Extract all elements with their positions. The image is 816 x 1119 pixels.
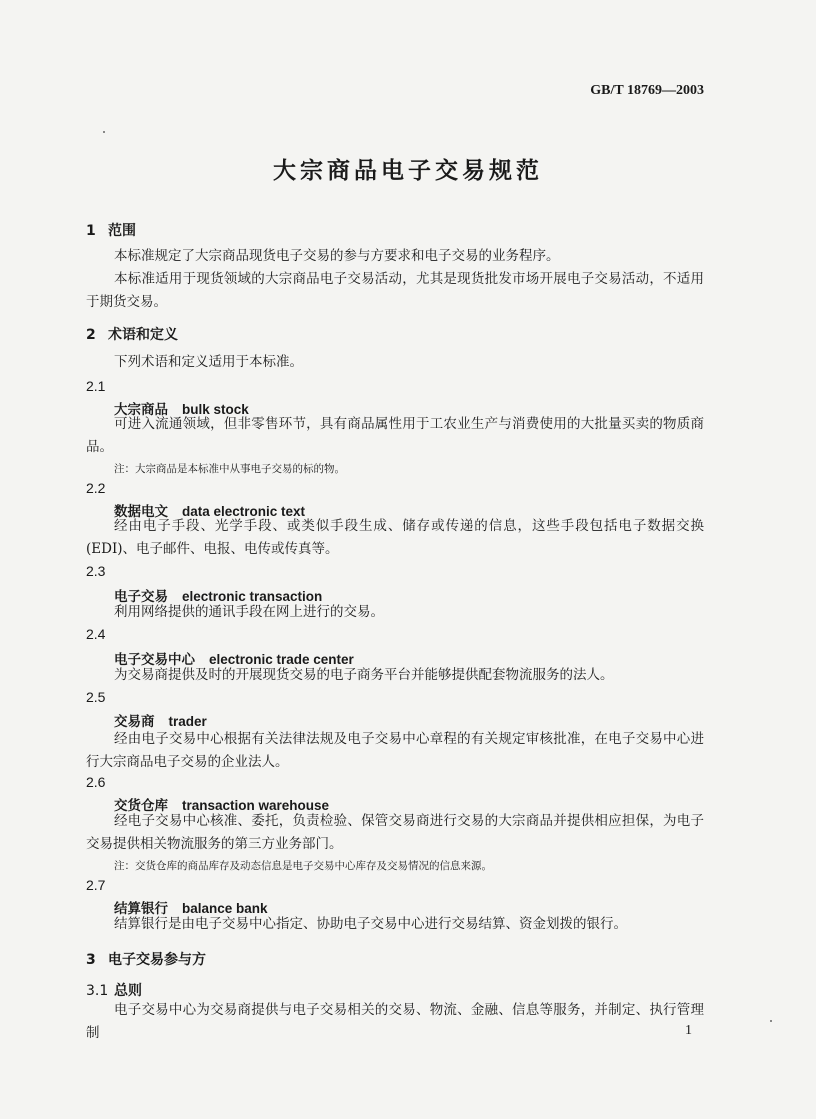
term-definition: 利用网络提供的通讯手段在网上进行的交易。 [114,604,384,620]
paragraph: 下列术语和定义适用于本标准。 [114,354,303,370]
term-en: balance bank [182,901,268,916]
term-en: trader [168,714,207,729]
page-title: 大宗商品电子交易规范 [273,158,543,184]
section-title: 电子交易参与方 [108,952,206,968]
term-number: 2.3 [86,563,106,579]
term-definition: 经电子交易中心核准、委托，负责检验、保管交易商进行交易的大宗商品并提供相应担保，为电子交易提供相关物流服务的第三方业务部门。 [86,813,704,852]
term-definition: 可进入流通领域，但非零售环节，具有商品属性用于工农业生产与消费使用的大批量买卖的物质商品。 [86,416,704,455]
term-definition: 经由电子交易中心根据有关法律法规及电子交易中心章程的有关规定审核批准，在电子交易中心进行大宗商品电子交易的企业法人。 [86,731,704,770]
paragraph: 电子交易中心为交易商提供与电子交易相关的交易、物流、金融、信息等服务，并制定、执行管理制 [86,1002,704,1041]
term-cn: 电子交易中心 [114,652,195,668]
section-number: 1 [86,223,96,239]
term-cn: 大宗商品 [114,402,168,418]
term-number: 2.6 [86,774,106,790]
paragraph: 本标准规定了大宗商品现货电子交易的参与方要求和电子交易的业务程序。 [114,248,560,264]
scan-speck [770,1020,772,1022]
term-number: 2.2 [86,480,106,496]
term-en: electronic trade center [209,652,354,667]
term-en: transaction warehouse [182,798,330,813]
term-cn: 结算银行 [114,901,168,917]
term-cn: 电子交易 [114,589,168,605]
term-heading [114,710,207,730]
scan-speck [103,131,105,133]
term-number: 2.5 [86,689,106,705]
term-cn: 交货仓库 [114,798,168,814]
term-number: 2.7 [86,877,106,893]
term-cn: 交易商 [114,714,155,730]
term-cn: 数据电文 [114,504,168,520]
note: 注：交货仓库的商品库存及动态信息是电子交易中心库存及交易情况的信息来源。 [114,860,492,872]
term-definition: 经由电子手段、光学手段、或类似手段生成、储存或传递的信息，这些手段包括电子数据交换(EDI)、电子邮件、电报、电传或传真等。 [86,518,704,557]
section-title: 范围 [108,223,136,239]
section-number: 2 [86,327,96,343]
section-title: 术语和定义 [108,327,178,343]
term-definition: 为交易商提供及时的开展现货交易的电子商务平台并能够提供配套物流服务的法人。 [114,667,614,683]
section-2-heading [86,324,178,344]
term-number: 2.4 [86,626,106,642]
standard-code: GB/T 18769—2003 [590,83,704,98]
note: 注：大宗商品是本标准中从事电子交易的标的物。 [114,463,345,475]
section-1-heading [86,220,136,240]
term-en: electronic transaction [182,589,323,604]
section-number: 3 [86,952,96,968]
subsection-number: 3.1 [86,983,109,999]
term-number: 2.1 [86,378,106,394]
subsection-3-1-heading [86,980,142,1000]
page-number: 1 [685,1023,692,1038]
term-en: data electronic text [182,504,306,519]
subsection-title: 总则 [114,983,142,999]
term-en: bulk stock [182,402,249,417]
paragraph: 本标准适用于现货领域的大宗商品电子交易活动，尤其是现货批发市场开展电子交易活动，不适用于期货交易。 [86,271,704,310]
term-definition: 结算银行是由电子交易中心指定、协助电子交易中心进行交易结算、资金划拨的银行。 [114,916,627,932]
section-3-heading [86,949,206,969]
